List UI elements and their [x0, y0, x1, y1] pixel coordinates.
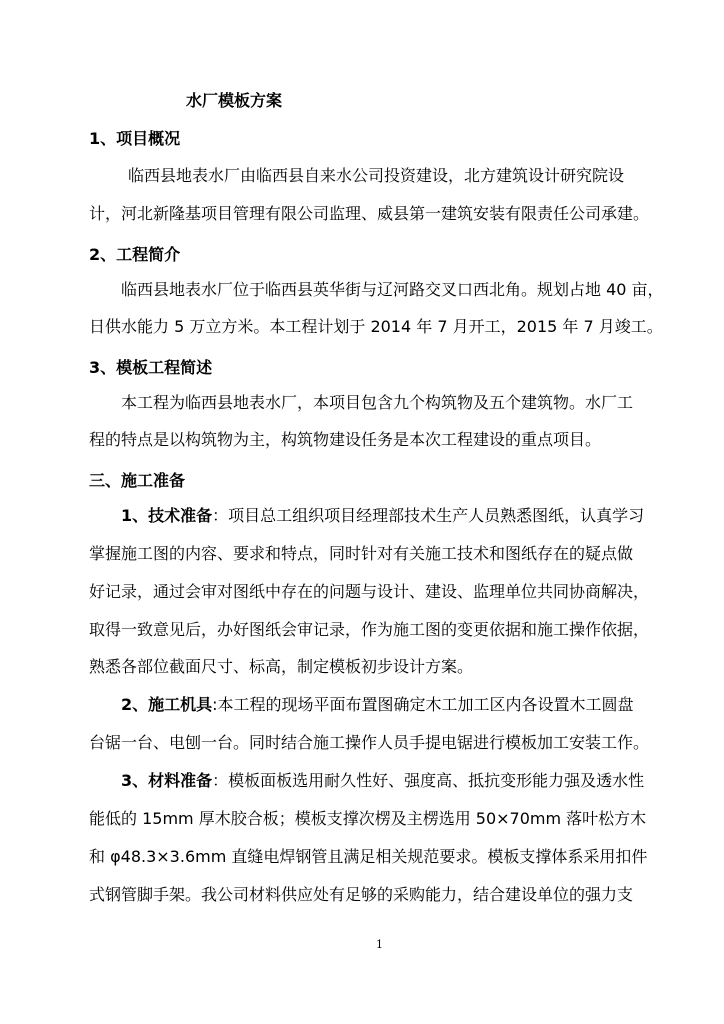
paragraph-first-line	[121, 506, 644, 526]
paragraph-line: 程的特点是以构筑物为主，构筑物建设任务是本次工程建设的重点项目。	[89, 430, 602, 449]
paragraph-text: :本工程的现场平面布置图确定木工加工区内各设置木工圆盘	[212, 695, 634, 714]
paragraph-first-line	[121, 695, 634, 715]
paragraph-first-line	[121, 771, 644, 791]
paragraph-line: 好记录，通过会审对图纸中存在的问题与设计、建设、监理单位共同协商解决，	[89, 582, 650, 601]
section-heading-3: 3、模板工程简述	[89, 358, 213, 377]
page-title: 水厂模板方案	[186, 91, 283, 110]
paragraph-line: 临西县地表水厂位于临西县英华街与辽河路交叉口西北角。规划占地 40 亩，	[121, 280, 664, 299]
section-heading-1: 1、项目概况	[89, 129, 181, 148]
paragraph-line: 熟悉各部位截面尺寸、标高，制定模板初步设计方案。	[89, 657, 474, 676]
section-heading-2: 2、工程简介	[89, 245, 181, 264]
page-number: 1	[376, 938, 383, 951]
paragraph-line: 能低的 15mm 厚木胶合板；模板支撑次楞及主楞选用 50×70mm 落叶松方木	[89, 809, 647, 828]
paragraph-line: 台锯一台、电刨一台。同时结合施工操作人员手提电锯进行模板加工安装工作。	[89, 733, 650, 752]
paragraph-label: 3、材料准备	[121, 771, 213, 790]
paragraph-text: ：项目总工组织项目经理部技术生产人员熟悉图纸，认真学习	[212, 506, 645, 525]
paragraph-label: 1、技术准备	[121, 506, 213, 525]
paragraph-label: 2、施工机具	[121, 695, 213, 714]
paragraph-line: 计，河北新隆基项目管理有限公司监理、威县第一建筑安装有限责任公司承建。	[89, 204, 650, 223]
paragraph-line: 日供水能力 5 万立方米。本工程计划于 2014 年 7 月开工，2015 年 7 月竣工。	[89, 317, 663, 336]
paragraph-line: 取得一致意见后，办好图纸会审记录，作为施工图的变更依据和施工操作依据，	[89, 620, 650, 639]
paragraph-line: 本工程为临西县地表水厂，本项目包含九个构筑物及五个建筑物。水厂工	[121, 393, 634, 412]
paragraph-line: 掌握施工图的内容、要求和特点，同时针对有关施工技术和图纸存在的疑点做	[89, 544, 634, 563]
section-heading-4: 三、施工准备	[89, 471, 186, 490]
paragraph-text: ：模板面板选用耐久性好、强度高、抵抗变形能力强及透水性	[212, 771, 645, 790]
paragraph-line: 式钢管脚手架。我公司材料供应处有足够的采购能力，结合建设单位的强力支	[89, 885, 634, 904]
paragraph-line: 和 φ48.3×3.6mm 直缝电焊钢管且满足相关规范要求。模板支撑体系采用扣件	[89, 847, 648, 866]
paragraph-line: 临西县地表水厂由临西县自来水公司投资建设，北方建筑设计研究院设	[128, 166, 625, 185]
